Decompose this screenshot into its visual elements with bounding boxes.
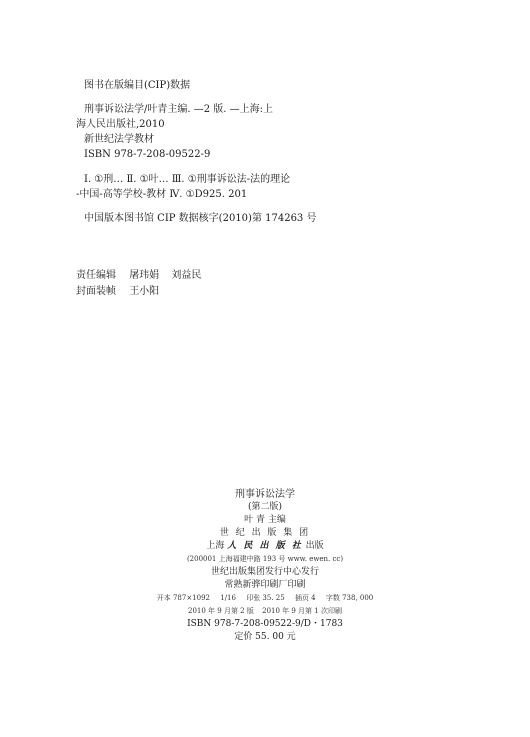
price: 定价 55. 00 元 [234, 632, 296, 642]
publisher-address: (200001 上海福建中路 193 号 www. ewen. cc) [186, 555, 344, 563]
cip-series: 新世纪法学教材 [84, 134, 154, 145]
cover-credit [76, 284, 210, 300]
publisher-line [130, 540, 400, 553]
colophon-isbn: ISBN 978-7-208-09522-9/D・1783 [187, 619, 343, 629]
editor-names [129, 270, 210, 281]
cover-designer-name: 王小阳 [129, 286, 160, 297]
spec-inserts: 插页 4 [294, 594, 316, 602]
cover-label: 封面装帧 [76, 286, 116, 297]
print-specs [130, 592, 400, 605]
cip-isbn: ISBN 978-7-208-09522-9 [84, 149, 211, 160]
staff-credits [76, 268, 210, 300]
publisher-suffix: 出版 [305, 541, 324, 551]
spec-fold: 1/16 [220, 594, 236, 602]
book-author: 叶 青 主编 [244, 515, 286, 525]
edition-date: 2010 年 9 月第 2 版 [188, 607, 254, 615]
editor-name: 屠玮娟 [129, 270, 160, 281]
spec-sheets: 印张 35. 25 [246, 594, 285, 602]
cip-entry-line-2: 海人民出版社,2010 [76, 119, 165, 130]
cip-entry-line-1: 刑事诉讼法学/叶青主编. —2 版. —上海:上 [84, 104, 273, 115]
publisher-logotype: 人 民 出 版 社 [227, 541, 303, 551]
publisher-prefix: 上海 [206, 541, 225, 551]
publishing-group: 世 纪 出 版 集 团 [219, 528, 311, 538]
printer: 常熟新骅印刷厂印刷 [224, 580, 306, 590]
book-title: 刑事诉讼法学 [235, 489, 295, 500]
cip-heading: 图书在版编目(CIP)数据 [84, 80, 191, 91]
cip-data-block [76, 78, 424, 226]
printing-date: 2010 年 9 月第 1 次印刷 [262, 607, 342, 615]
cip-subject-line-1: Ⅰ. ①刑… Ⅱ. ①叶… Ⅲ. ①刑事诉讼法-法的理论 [84, 174, 291, 185]
cip-library-record: 中国版本图书馆 CIP 数据核字(2010)第 174263 号 [84, 213, 317, 224]
spec-format: 开本 787×1092 [156, 594, 210, 602]
distributor: 世纪出版集团发行中心发行 [210, 567, 319, 577]
book-edition: (第二版) [247, 502, 283, 512]
editor-credit [76, 268, 210, 284]
editor-label: 责任编辑 [76, 270, 116, 281]
cip-subject-line-2: -中国-高等学校-教材 Ⅳ. ①D925. 201 [76, 189, 248, 200]
spec-word-count: 字数 738, 000 [325, 594, 374, 602]
edition-dates [130, 605, 400, 618]
colophon [130, 488, 400, 644]
editor-name: 刘益民 [171, 270, 202, 281]
